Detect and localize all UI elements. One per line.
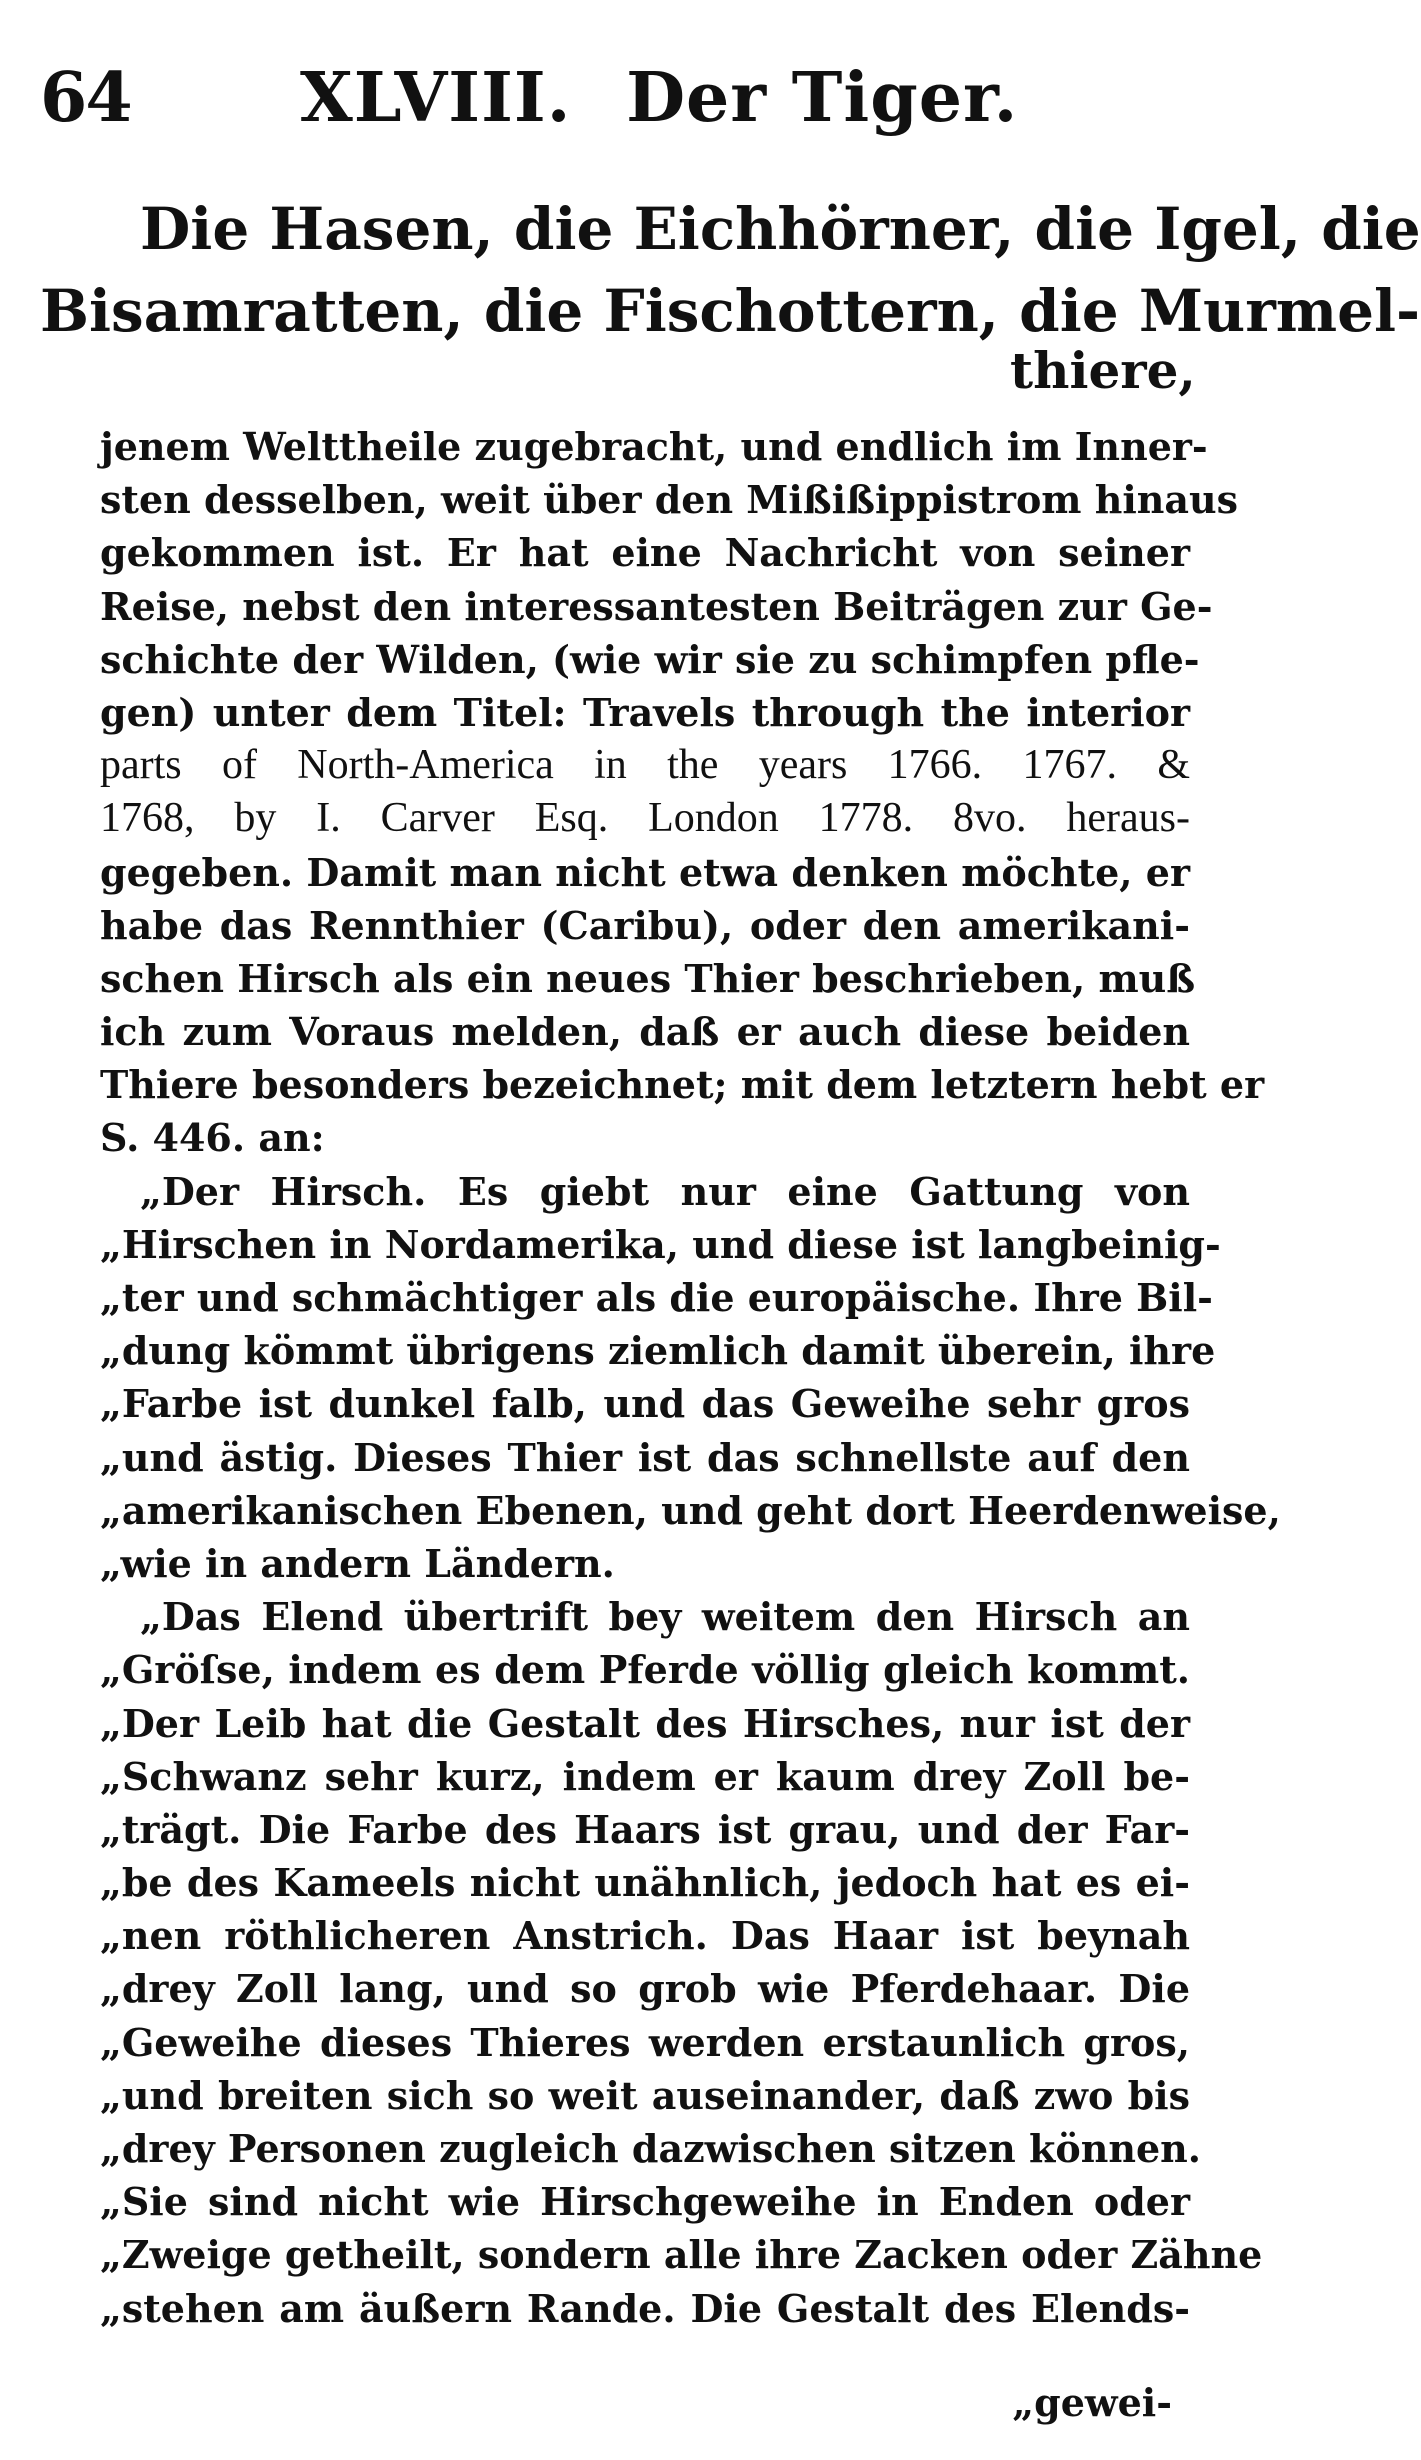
chapter-number: XLVIII. [300,58,572,138]
pasted-fragment-line-1: Die Hasen, die Eichhörner, die Igel, die [140,195,1421,263]
body-text [100,420,1281,2335]
text-line: parts of North-America in the years 1766. 1767. & [100,742,1190,789]
text-line: „nen röthlicheren Anstrich. Das Haar ist beynah [100,1913,1190,1959]
text-line: „Zweige getheilt, sondern alle ihre Zacken oder Zähne [100,2232,1263,2278]
text-line: Thiere besonders bezeichnet; mit dem letztern hebt er [100,1062,1265,1108]
text-line: 1768, by I. Carver Esq. London 1778. 8vo. heraus- [100,795,1190,842]
text-line: gen) unter dem Titel: Travels through the interior [100,689,1190,735]
text-line: „Sie sind nicht wie Hirschgeweihe in Enden oder [100,2179,1190,2225]
text-line: schichte der Wilden, (wie wir sie zu schimpfen pfle- [100,636,1200,682]
pasted-fragment-line-3: thiere, [1010,341,1196,400]
text-line: schen Hirsch als ein neues Thier beschrieben, muß [100,955,1196,1001]
text-line: „Farbe ist dunkel falb, und das Geweihe sehr gros [100,1381,1190,1427]
text-line: „Der Hirsch. Es giebt nur eine Gattung von [140,1168,1190,1214]
text-line: habe das Rennthier (Caribu), oder den amerikani- [100,902,1190,948]
text-line: „drey Zoll lang, und so grob wie Pferdehaar. Die [100,1966,1190,2012]
text-line: jenem Welttheile zugebracht, und endlich im Inner- [100,424,1208,469]
text-line: „ter und schmächtiger als die europäische. Ihre Bil- [100,1275,1213,1320]
text-line: S. 446. an: [100,1115,325,1161]
text-line: „Hirschen in Nordamerika, und diese ist langbeinig- [100,1221,1221,1267]
text-line: „Geweihe dieses Thieres werden erstaunlich gros, [100,2019,1190,2065]
text-line: „und ästig. Dieses Thier ist das schnellste auf den [100,1434,1190,1480]
text-line: Reise, nebst den interessantesten Beiträgen zur Ge- [100,583,1213,629]
text-line: „und breiten sich so weit auseinander, daß zwo bis [100,2072,1190,2118]
text-line: „amerikanischen Ebenen, und geht dort Heerdenweise, [100,1487,1281,1533]
text-line: „be des Kameels nicht unähnlich, jedoch hat es ei- [100,1860,1190,1906]
pasted-fragment-line-2: Bisamratten, die Fischottern, die Murmel- [40,277,1421,345]
page-number: 64 [40,58,131,138]
text-line: „drey Personen zugleich dazwischen sitzen können. [100,2126,1201,2171]
text-line: „Schwanz sehr kurz, indem er kaum drey Zoll be- [100,1753,1190,1799]
text-line: gegeben. Damit man nicht etwa denken möchte, er [100,849,1190,895]
text-line: „trägt. Die Farbe des Haars ist grau, und der Far- [100,1806,1190,1852]
catchword: „gewei- [1012,2380,1172,2425]
text-line: „stehen am äußern Rande. Die Gestalt des Elends- [100,2285,1190,2331]
chapter-title: Der Tiger. [626,58,1019,138]
text-line: „Gröſse, indem es dem Pferde völlig gleich kommt. [100,1647,1190,1693]
page-header [0,58,1212,148]
text-line: „Das Elend übertrift bey weitem den Hirsch an [140,1594,1190,1640]
text-line: gekommen ist. Er hat eine Nachricht von seiner [100,530,1190,576]
text-line: ich zum Voraus melden, daß er auch diese beiden [100,1009,1190,1055]
running-title [300,58,1018,138]
text-line: „wie in andern Ländern. [100,1540,615,1586]
text-line: „dung kömmt übrigens ziemlich damit überein, ihre [100,1328,1216,1374]
text-line: sten desselben, weit über den Mißißippistrom hinaus [100,477,1239,523]
text-line: „Der Leib hat die Gestalt des Hirsches, nur ist der [100,1700,1190,1746]
